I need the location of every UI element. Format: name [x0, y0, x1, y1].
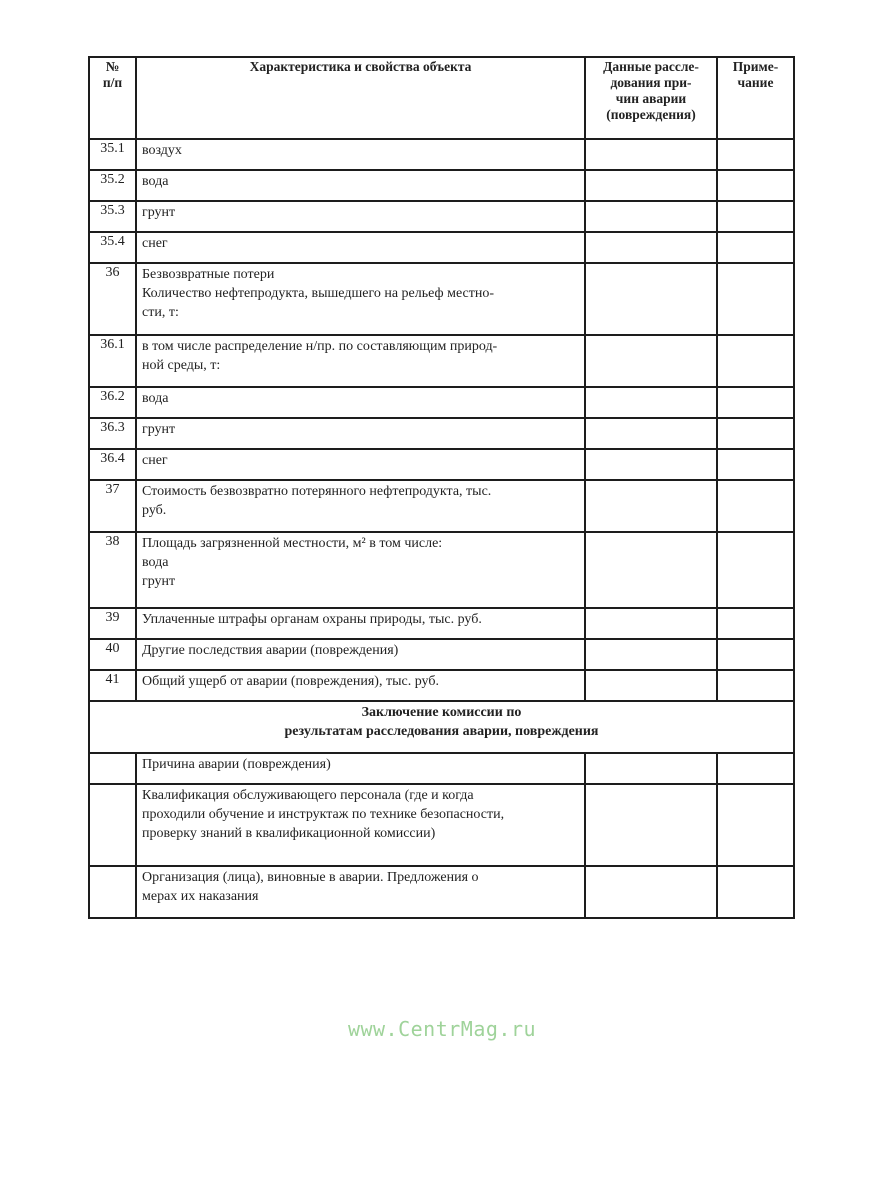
row-description	[136, 139, 585, 170]
investigation-data-cell[interactable]	[585, 170, 717, 201]
row-description	[136, 335, 585, 387]
investigation-data-cell[interactable]	[585, 201, 717, 232]
row-description	[136, 418, 585, 449]
investigation-data-cell[interactable]	[585, 784, 717, 866]
table-row	[89, 784, 794, 866]
description-line: Стоимость безвозвратно потерянного нефтепродукта, тыс.	[142, 484, 492, 499]
row-description	[136, 753, 585, 784]
header-characteristic: Характеристика и свойства объекта	[136, 57, 585, 139]
header-num	[89, 57, 136, 139]
note-cell[interactable]	[717, 263, 794, 335]
row-number	[89, 784, 136, 866]
description-line: грунт	[142, 205, 176, 220]
description-line: руб.	[142, 503, 167, 518]
row-description	[136, 670, 585, 701]
row-number: 35.4	[89, 232, 136, 263]
row-description	[136, 866, 585, 918]
row-number: 39	[89, 608, 136, 639]
description-line: Уплаченные штрафы органам охраны природы, тыс. руб.	[142, 612, 482, 627]
accident-investigation-table	[88, 56, 795, 919]
row-description	[136, 232, 585, 263]
row-number	[89, 753, 136, 784]
table-row	[89, 639, 794, 670]
header-investigation-line: Данные рассле-	[603, 59, 699, 74]
note-cell[interactable]	[717, 532, 794, 608]
description-line: воздух	[142, 143, 182, 158]
investigation-data-cell[interactable]	[585, 139, 717, 170]
investigation-data-cell[interactable]	[585, 418, 717, 449]
note-cell[interactable]	[717, 784, 794, 866]
table-header-row	[89, 57, 794, 139]
header-note-line: чание	[737, 75, 774, 90]
header-investigation-line: (повреждения)	[606, 107, 696, 122]
note-cell[interactable]	[717, 639, 794, 670]
investigation-data-cell[interactable]	[585, 449, 717, 480]
note-cell[interactable]	[717, 449, 794, 480]
note-cell[interactable]	[717, 387, 794, 418]
description-line: Безвозвратные потери	[142, 267, 275, 282]
description-line: Площадь загрязненной местности, м² в том числе:	[142, 536, 443, 551]
row-number: 36.3	[89, 418, 136, 449]
note-cell[interactable]	[717, 670, 794, 701]
row-description	[136, 387, 585, 418]
description-line: Причина аварии (повреждения)	[142, 757, 331, 772]
header-note	[717, 57, 794, 139]
investigation-data-cell[interactable]	[585, 387, 717, 418]
note-cell[interactable]	[717, 201, 794, 232]
description-line: Квалификация обслуживающего персонала (где и когда	[142, 788, 474, 803]
table-row	[89, 170, 794, 201]
row-description	[136, 784, 585, 866]
description-line: снег	[142, 453, 168, 468]
row-number: 36.2	[89, 387, 136, 418]
table-row	[89, 532, 794, 608]
note-cell[interactable]	[717, 139, 794, 170]
header-investigation-line: чин аварии	[615, 91, 687, 106]
investigation-data-cell[interactable]	[585, 335, 717, 387]
table-row	[89, 201, 794, 232]
description-line: ной среды, т:	[142, 358, 221, 373]
table-row	[89, 670, 794, 701]
row-description	[136, 532, 585, 608]
header-investigation-line: дования при-	[610, 75, 692, 90]
row-number: 38	[89, 532, 136, 608]
row-description	[136, 170, 585, 201]
row-description	[136, 608, 585, 639]
table-row	[89, 449, 794, 480]
description-line: грунт	[142, 422, 176, 437]
row-number: 36.1	[89, 335, 136, 387]
investigation-data-cell[interactable]	[585, 670, 717, 701]
table-body	[89, 139, 794, 918]
section-title	[89, 701, 794, 753]
row-description	[136, 480, 585, 532]
description-line: проверку знаний в квалификационной комиссии)	[142, 826, 436, 841]
row-description	[136, 201, 585, 232]
section-title-line: результатам расследования аварии, повреждения	[284, 724, 599, 739]
row-description	[136, 639, 585, 670]
header-num-line: №	[105, 59, 120, 74]
description-line: в том числе распределение н/пр. по составляющим природ-	[142, 339, 498, 354]
description-line: Количество нефтепродукта, вышедшего на рельеф местно-	[142, 286, 494, 301]
table-row	[89, 387, 794, 418]
row-number: 35.1	[89, 139, 136, 170]
description-line: вода	[142, 555, 169, 570]
table-row	[89, 418, 794, 449]
note-cell[interactable]	[717, 418, 794, 449]
row-number: 35.3	[89, 201, 136, 232]
table-row	[89, 608, 794, 639]
investigation-data-cell[interactable]	[585, 263, 717, 335]
watermark: www.CentrMag.ru	[347, 1017, 537, 1041]
row-description	[136, 449, 585, 480]
table-row	[89, 866, 794, 918]
description-line: грунт	[142, 574, 176, 589]
description-line: проходили обучение и инструктаж по технике безопасности,	[142, 807, 505, 822]
section-title-row	[89, 701, 794, 753]
note-cell[interactable]	[717, 232, 794, 263]
note-cell[interactable]	[717, 480, 794, 532]
row-number: 36	[89, 263, 136, 335]
row-number: 37	[89, 480, 136, 532]
row-number: 41	[89, 670, 136, 701]
table-row	[89, 335, 794, 387]
header-num-line: п/п	[102, 75, 123, 90]
note-cell[interactable]	[717, 170, 794, 201]
header-investigation	[585, 57, 717, 139]
description-line: Общий ущерб от аварии (повреждения), тыс. руб.	[142, 674, 439, 689]
table-row	[89, 263, 794, 335]
note-cell[interactable]	[717, 608, 794, 639]
description-line: Организация (лица), виновные в аварии. Предложения о	[142, 870, 479, 885]
row-number: 35.2	[89, 170, 136, 201]
note-cell[interactable]	[717, 753, 794, 784]
description-line: сти, т:	[142, 305, 179, 320]
investigation-data-cell[interactable]	[585, 232, 717, 263]
table-row	[89, 753, 794, 784]
header-note-line: Приме-	[732, 59, 779, 74]
description-line: снег	[142, 236, 168, 251]
row-number	[89, 866, 136, 918]
investigation-data-cell[interactable]	[585, 608, 717, 639]
description-line: вода	[142, 174, 169, 189]
table-row	[89, 232, 794, 263]
investigation-data-cell[interactable]	[585, 866, 717, 918]
investigation-data-cell[interactable]	[585, 639, 717, 670]
description-line: вода	[142, 391, 169, 406]
table-row	[89, 480, 794, 532]
investigation-data-cell[interactable]	[585, 480, 717, 532]
table-row	[89, 139, 794, 170]
section-title-line: Заключение комиссии по	[361, 705, 522, 720]
note-cell[interactable]	[717, 335, 794, 387]
description-line: Другие последствия аварии (повреждения)	[142, 643, 399, 658]
row-number: 40	[89, 639, 136, 670]
note-cell[interactable]	[717, 866, 794, 918]
investigation-data-cell[interactable]	[585, 532, 717, 608]
description-line: мерах их наказания	[142, 889, 259, 904]
row-description	[136, 263, 585, 335]
row-number: 36.4	[89, 449, 136, 480]
investigation-data-cell[interactable]	[585, 753, 717, 784]
